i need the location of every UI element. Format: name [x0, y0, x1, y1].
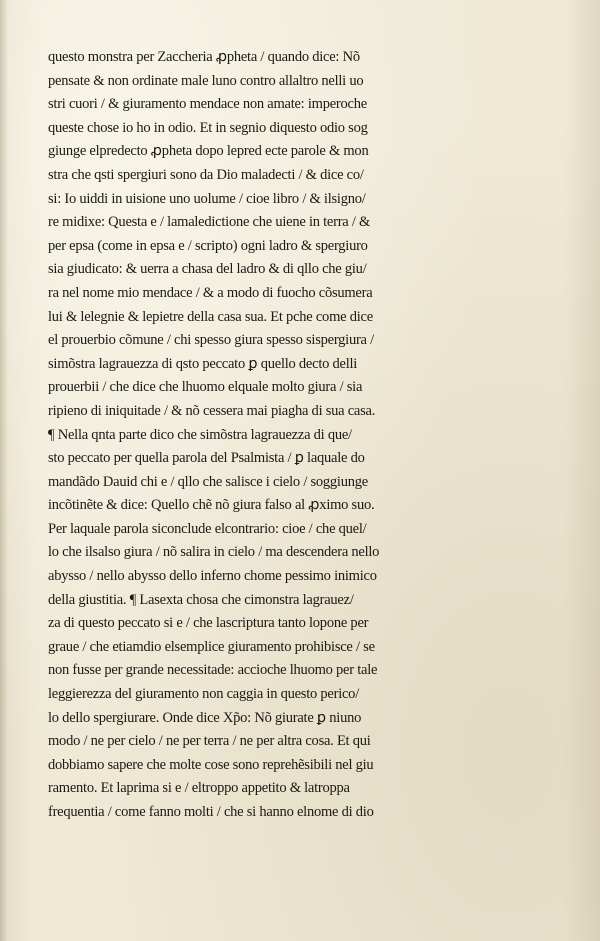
text-line: si: Io uiddi in uisione uno uolume / cioe libro / & ilsigno/ [48, 190, 366, 207]
text-line: lo dello spergiurare. Onde dice Xp̃o: Nõ giurate ꝑ niuno [48, 709, 362, 726]
text-line: re midixe: Questa e / lamaledictione che uiene in terra / & [48, 214, 371, 231]
text-line: stri cuori / & giuramento mendace non amate: imperoche [48, 96, 367, 113]
text-line: leggierezza del giuramento non caggia in questo perico/ [48, 686, 359, 703]
text-line: ra nel nome mio mendace / & a modo di fuocho cõsumera [48, 284, 373, 301]
text-line: za di questo peccato si e / che lascriptura tanto lopone per [48, 615, 369, 632]
text-line: della giustitia. ¶ Lasexta chosa che cimonstra lagrauez/ [48, 591, 354, 608]
text-block [48, 46, 478, 825]
text-line: mandãdo Dauid chi e / qllo che salisce i cielo / soggiunge [48, 473, 368, 490]
text-line: per epsa (come in epsa e / scripto) ogni ladro & spergiuro [48, 237, 368, 254]
text-line: questo monstra per Zaccheria ꝓpheta / quando dice: Nõ [48, 49, 360, 65]
text-line: ripieno di iniquitade / & nõ cessera mai piagha di sua casa. [48, 402, 376, 419]
text-line: el prouerbio cõmune / chi spesso giura spesso sispergiura / [48, 332, 374, 349]
text-line: dobbiamo sapere che molte cose sono reprehẽsibili nel giu [48, 756, 374, 773]
text-line: giunge elpredecto ꝓpheta dopo lepred ecte parole & mon [48, 143, 369, 160]
text-line: ramento. Et laprima si e / eltroppo appetito & latroppa [48, 780, 350, 797]
text-line: non fusse per grande necessitade: accioche lhuomo per tale [48, 662, 378, 679]
text-line: queste chose io ho in odio. Et in segnio diquesto odio sog [48, 119, 368, 136]
text-line: Per laquale parola siconclude elcontrario: cioe / che quel/ [48, 520, 367, 537]
text-line: simõstra lagrauezza di qsto peccato ꝑ quello decto delli [48, 355, 358, 372]
text-line: incõtinẽte & dice: Quello chẽ nõ giura falso al ꝓximo suo. [48, 497, 375, 514]
text-line: abysso / nello abysso dello inferno chome pessimo inimico [48, 568, 377, 585]
text-line: stra che qsti spergiuri sono da Dio maladecti / & dice co/ [48, 166, 364, 183]
text-line: prouerbii / che dice che lhuomo elquale molto giura / sia [48, 379, 363, 396]
text-line: modo / ne per cielo / ne per terra / ne per altra cosa. Et qui [48, 733, 371, 750]
text-line: graue / che etiamdio elsemplice giuramento prohibisce / se [48, 638, 375, 655]
text-line: pensate & non ordinate male luno contro allaltro nelli uo [48, 72, 364, 89]
text-line: ¶ Nella qnta parte dico che simõstra lagrauezza di que/ [48, 426, 352, 443]
text-line: frequentia / come fanno molti / che si hanno elnome di dio [48, 804, 374, 820]
page-shadow [0, 0, 8, 941]
text-line: lo che ilsalso giura / nõ salira in cielo / ma descendera nello [48, 544, 380, 561]
text-line: lui & lelegnie & lepietre della casa sua. Et pche come dice [48, 308, 373, 325]
text-line: sia giudicato: & uerra a chasa del ladro & di qllo che giu/ [48, 261, 367, 278]
text-line: sto peccato per quella parola del Psalmista / ꝑ laquale do [48, 450, 365, 467]
